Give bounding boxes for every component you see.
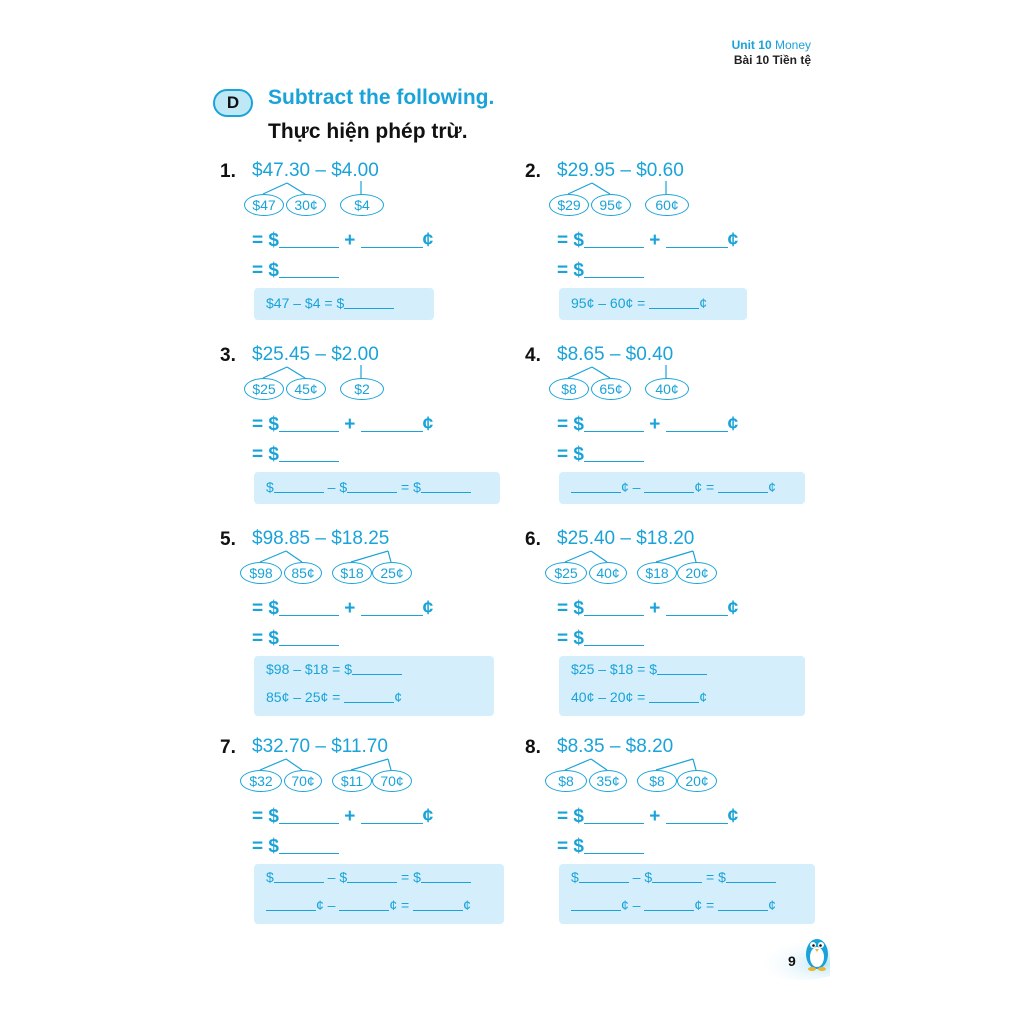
cent-answer-blank[interactable]: [666, 805, 728, 824]
eq-dollar-prefix: = $: [557, 836, 584, 857]
eq-plus: +: [643, 230, 666, 251]
equation-row-2: [252, 259, 339, 282]
split-line: [388, 759, 391, 770]
problem-4: [525, 345, 815, 535]
eq-dollar-prefix: = $: [252, 230, 279, 251]
work-line: [571, 295, 707, 311]
work-answer-blank[interactable]: [571, 898, 621, 911]
problem-number: 6.: [525, 529, 541, 550]
split-line: [260, 759, 286, 770]
eq-dollar-prefix: = $: [252, 598, 279, 619]
eq-plus: +: [338, 598, 361, 619]
split-line: [656, 759, 693, 770]
work-answer-blank[interactable]: [413, 898, 463, 911]
work-answer-blank[interactable]: [726, 870, 776, 883]
work-line: [571, 689, 707, 705]
work-line: [266, 869, 471, 885]
total-answer-blank[interactable]: [279, 443, 339, 462]
problem-number: 2.: [525, 161, 541, 182]
eq-cent-suffix: ¢: [727, 598, 739, 619]
eq-dollar-prefix: = $: [557, 260, 584, 281]
split-value-oval: $29: [549, 194, 589, 216]
split-line: [656, 551, 693, 562]
work-answer-blank[interactable]: [571, 480, 621, 493]
eq-dollar-prefix: = $: [557, 444, 584, 465]
dollar-answer-blank[interactable]: [584, 805, 644, 824]
work-text: – $: [323, 869, 348, 885]
problem-7: [220, 737, 510, 927]
work-text: ¢ =: [694, 897, 719, 913]
work-line: [266, 689, 402, 705]
split-value-oval: 65¢: [591, 378, 631, 400]
eq-dollar-prefix: = $: [557, 806, 584, 827]
work-answer-blank[interactable]: [644, 898, 694, 911]
work-text: $: [266, 869, 274, 885]
work-text: ¢: [699, 689, 708, 705]
eq-cent-suffix: ¢: [727, 414, 739, 435]
equation-row-2: [557, 835, 644, 858]
problem-number: 7.: [220, 737, 236, 758]
equation-row-2: [557, 627, 644, 650]
work-line: [266, 661, 402, 677]
split-line: [263, 183, 287, 194]
work-answer-blank[interactable]: [352, 662, 402, 675]
work-answer-blank[interactable]: [652, 870, 702, 883]
work-line: [266, 295, 394, 311]
work-text: – $: [323, 479, 348, 495]
work-answer-blank[interactable]: [274, 870, 324, 883]
equation-row-1: [557, 229, 738, 252]
work-box: [559, 472, 805, 504]
total-answer-blank[interactable]: [584, 627, 644, 646]
split-value-oval: $32: [240, 770, 282, 792]
split-line: [388, 551, 391, 562]
work-answer-blank[interactable]: [347, 870, 397, 883]
eq-dollar-prefix: = $: [252, 260, 279, 281]
split-line: [591, 551, 607, 562]
problem-3: [220, 345, 510, 535]
split-value-oval: 70¢: [372, 770, 412, 792]
work-line: [266, 479, 471, 495]
work-answer-blank[interactable]: [644, 480, 694, 493]
work-box: [559, 288, 747, 320]
split-value-oval: $25: [244, 378, 284, 400]
eq-dollar-prefix: = $: [557, 628, 584, 649]
work-answer-blank[interactable]: [649, 690, 699, 703]
work-answer-blank[interactable]: [344, 296, 394, 309]
eq-dollar-prefix: = $: [557, 230, 584, 251]
split-line: [351, 759, 388, 770]
work-text: 95¢ – 60¢ =: [571, 295, 650, 311]
eq-cent-suffix: ¢: [727, 806, 739, 827]
work-text: ¢ =: [694, 479, 719, 495]
eq-plus: +: [338, 414, 361, 435]
dollar-answer-blank[interactable]: [279, 413, 339, 432]
split-line: [565, 759, 591, 770]
split-value-oval: 95¢: [591, 194, 631, 216]
work-text: ¢ –: [316, 897, 340, 913]
eq-dollar-prefix: = $: [252, 628, 279, 649]
split-value-oval: $18: [637, 562, 677, 584]
split-value-oval: $2: [340, 378, 384, 400]
section-title-en: Subtract the following.: [268, 86, 495, 109]
equation-row-2: [252, 627, 339, 650]
work-text: 40¢ – 20¢ =: [571, 689, 650, 705]
split-line: [568, 367, 592, 378]
problem-number: 8.: [525, 737, 541, 758]
eq-cent-suffix: ¢: [727, 230, 739, 251]
work-text: $: [266, 479, 274, 495]
problem-8: [525, 737, 815, 927]
problem-expression: $8.65 – $0.40: [557, 344, 674, 365]
eq-cent-suffix: ¢: [422, 598, 434, 619]
work-answer-blank[interactable]: [718, 898, 768, 911]
problem-number: 5.: [220, 529, 236, 550]
split-line: [592, 367, 610, 378]
equation-row-1: [557, 805, 738, 828]
split-line: [592, 183, 610, 194]
work-text: $47 – $4 = $: [266, 295, 345, 311]
split-value-oval: $25: [545, 562, 587, 584]
work-text: ¢: [699, 295, 708, 311]
split-line: [286, 551, 302, 562]
total-answer-blank[interactable]: [279, 835, 339, 854]
cent-answer-blank[interactable]: [361, 805, 423, 824]
split-value-oval: 20¢: [677, 562, 717, 584]
split-line: [568, 183, 592, 194]
work-text: ¢ –: [621, 479, 645, 495]
work-text: = $: [397, 479, 421, 495]
unit-header-vn: Bài 10 Tiền tệ: [733, 53, 811, 67]
problem-expression: $8.35 – $8.20: [557, 736, 674, 757]
equation-row-1: [252, 229, 433, 252]
work-answer-blank[interactable]: [266, 898, 316, 911]
equation-row-1: [252, 597, 433, 620]
work-line: [266, 897, 471, 913]
split-line: [565, 551, 591, 562]
cent-answer-blank[interactable]: [666, 413, 728, 432]
dollar-answer-blank[interactable]: [584, 229, 644, 248]
split-line: [263, 367, 287, 378]
cent-answer-blank[interactable]: [666, 229, 728, 248]
work-answer-blank[interactable]: [347, 480, 397, 493]
split-value-oval: 70¢: [284, 770, 322, 792]
section-badge: D: [213, 89, 253, 117]
split-value-oval: $47: [244, 194, 284, 216]
split-value-oval: $8: [545, 770, 587, 792]
unit-header: Unit 10 Money Bài 10 Tiền tệ: [731, 38, 811, 67]
split-value-oval: 40¢: [589, 562, 627, 584]
split-line: [286, 759, 302, 770]
eq-dollar-prefix: = $: [557, 598, 584, 619]
split-value-oval: 20¢: [677, 770, 717, 792]
split-value-oval: 35¢: [589, 770, 627, 792]
eq-cent-suffix: ¢: [422, 414, 434, 435]
split-line: [693, 551, 696, 562]
work-box: [254, 288, 434, 320]
split-value-oval: $18: [332, 562, 372, 584]
problem-expression: $32.70 – $11.70: [252, 736, 388, 757]
cent-answer-blank[interactable]: [361, 413, 423, 432]
problem-6: [525, 529, 815, 719]
work-answer-blank[interactable]: [274, 480, 324, 493]
eq-plus: +: [643, 414, 666, 435]
work-text: $25 – $18 = $: [571, 661, 658, 677]
equation-row-2: [252, 835, 339, 858]
split-value-oval: $4: [340, 194, 384, 216]
eq-cent-suffix: ¢: [422, 230, 434, 251]
split-line: [287, 183, 305, 194]
split-value-oval: 85¢: [284, 562, 322, 584]
split-value-oval: 25¢: [372, 562, 412, 584]
eq-dollar-prefix: = $: [252, 836, 279, 857]
work-answer-blank[interactable]: [421, 480, 471, 493]
split-line: [260, 551, 286, 562]
equation-row-1: [252, 413, 433, 436]
work-text: = $: [397, 869, 421, 885]
work-answer-blank[interactable]: [421, 870, 471, 883]
eq-dollar-prefix: = $: [557, 414, 584, 435]
split-line: [591, 759, 607, 770]
cent-answer-blank[interactable]: [666, 597, 728, 616]
split-value-oval: $98: [240, 562, 282, 584]
work-text: 85¢ – 25¢ =: [266, 689, 345, 705]
work-answer-blank[interactable]: [579, 870, 629, 883]
penguin-mascot-icon: [802, 930, 832, 972]
work-text: = $: [702, 869, 726, 885]
work-text: ¢: [768, 479, 776, 495]
total-answer-blank[interactable]: [279, 259, 339, 278]
problem-number: 1.: [220, 161, 236, 182]
work-answer-blank[interactable]: [339, 898, 389, 911]
eq-dollar-prefix: = $: [252, 806, 279, 827]
equation-row-2: [557, 259, 644, 282]
eq-dollar-prefix: = $: [252, 444, 279, 465]
work-text: ¢: [394, 689, 403, 705]
equation-row-1: [557, 413, 738, 436]
work-line: [571, 869, 776, 885]
problem-5: [220, 529, 510, 719]
problem-2: [525, 161, 815, 351]
work-line: [571, 661, 707, 677]
split-value-oval: 30¢: [286, 194, 326, 216]
eq-plus: +: [643, 806, 666, 827]
work-answer-blank[interactable]: [657, 662, 707, 675]
page-number: 9: [788, 953, 796, 969]
work-line: [571, 479, 776, 495]
dollar-answer-blank[interactable]: [279, 229, 339, 248]
total-answer-blank[interactable]: [584, 443, 644, 462]
split-line: [287, 367, 305, 378]
problem-expression: $98.85 – $18.25: [252, 528, 390, 549]
split-line: [351, 551, 388, 562]
work-text: ¢: [463, 897, 471, 913]
split-line: [693, 759, 696, 770]
work-box: [254, 864, 504, 924]
total-answer-blank[interactable]: [584, 835, 644, 854]
dollar-answer-blank[interactable]: [279, 597, 339, 616]
cent-answer-blank[interactable]: [361, 597, 423, 616]
eq-dollar-prefix: = $: [252, 414, 279, 435]
work-box: [559, 656, 805, 716]
problem-expression: $25.40 – $18.20: [557, 528, 695, 549]
split-value-oval: 60¢: [645, 194, 689, 216]
problem-expression: $47.30 – $4.00: [252, 160, 379, 181]
problem-number: 3.: [220, 345, 236, 366]
dollar-answer-blank[interactable]: [279, 805, 339, 824]
problem-number: 4.: [525, 345, 541, 366]
problem-expression: $25.45 – $2.00: [252, 344, 379, 365]
eq-cent-suffix: ¢: [422, 806, 434, 827]
section-title-vn: Thực hiện phép trừ.: [268, 120, 468, 143]
split-value-oval: $8: [637, 770, 677, 792]
work-text: $98 – $18 = $: [266, 661, 353, 677]
work-answer-blank[interactable]: [344, 690, 394, 703]
work-text: ¢: [768, 897, 776, 913]
work-text: ¢ –: [621, 897, 645, 913]
problem-expression: $29.95 – $0.60: [557, 160, 684, 181]
total-answer-blank[interactable]: [279, 627, 339, 646]
work-box: [254, 656, 494, 716]
work-answer-blank[interactable]: [649, 296, 699, 309]
split-value-oval: 40¢: [645, 378, 689, 400]
eq-plus: +: [338, 806, 361, 827]
work-text: ¢ =: [389, 897, 414, 913]
dollar-answer-blank[interactable]: [584, 597, 644, 616]
work-line: [571, 897, 776, 913]
eq-plus: +: [643, 598, 666, 619]
split-value-oval: 45¢: [286, 378, 326, 400]
problem-1: [220, 161, 510, 351]
equation-row-1: [252, 805, 433, 828]
work-text: – $: [628, 869, 653, 885]
dollar-answer-blank[interactable]: [584, 413, 644, 432]
equation-row-1: [557, 597, 738, 620]
work-box: [559, 864, 815, 924]
work-box: [254, 472, 500, 504]
work-answer-blank[interactable]: [718, 480, 768, 493]
work-text: $: [571, 869, 579, 885]
total-answer-blank[interactable]: [584, 259, 644, 278]
split-value-oval: $8: [549, 378, 589, 400]
cent-answer-blank[interactable]: [361, 229, 423, 248]
equation-row-2: [252, 443, 339, 466]
split-value-oval: $11: [332, 770, 372, 792]
eq-plus: +: [338, 230, 361, 251]
equation-row-2: [557, 443, 644, 466]
